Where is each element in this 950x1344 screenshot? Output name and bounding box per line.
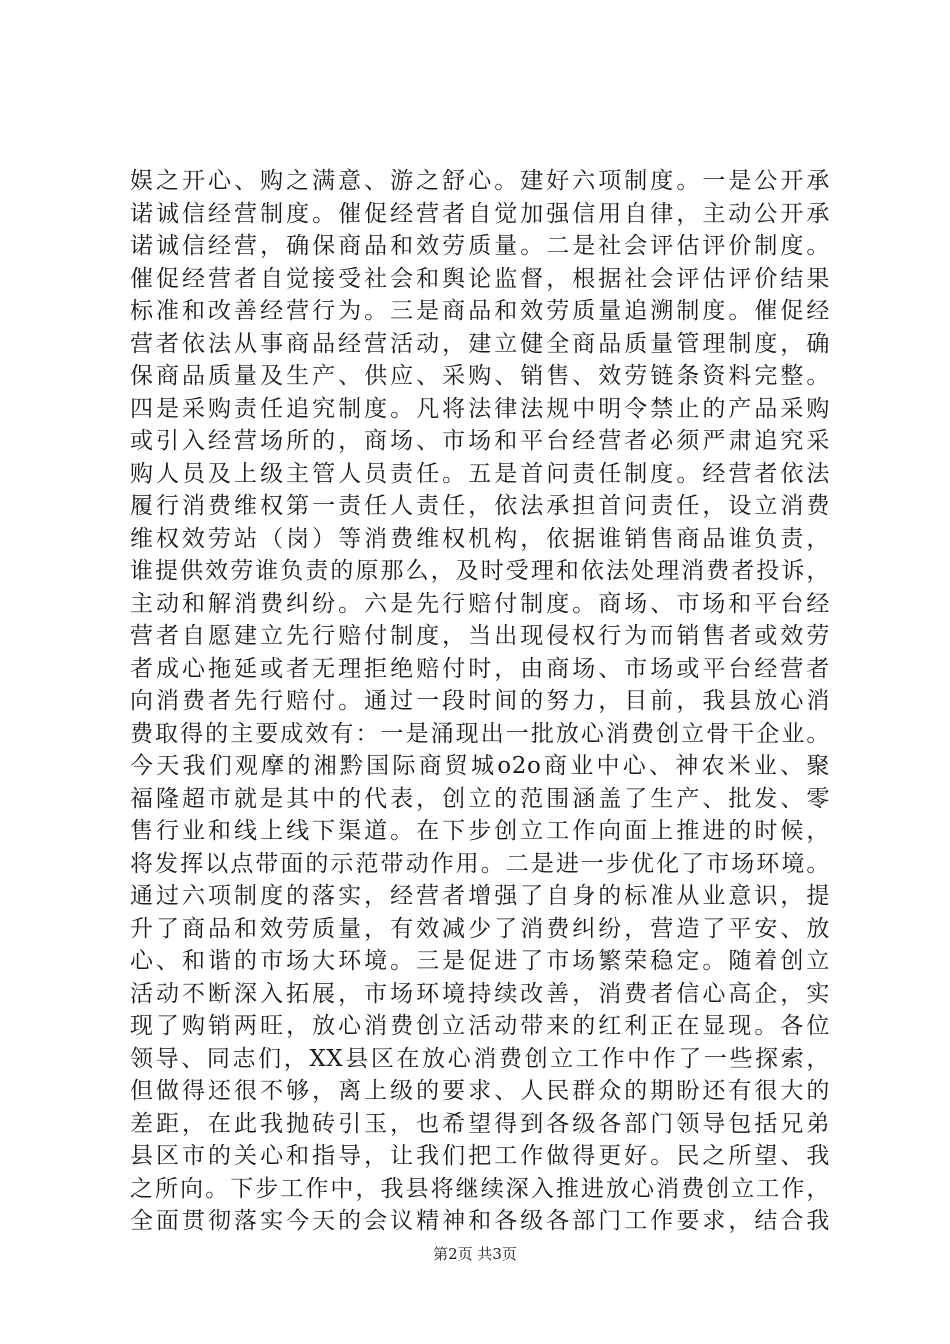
text-line: 保商品质量及生产、供应、采购、销售、效劳链条资料完整。 (130, 363, 830, 389)
text-line: 差距，在此我抛砖引玉，也希望得到各级各部门领导包括兄弟 (130, 1110, 830, 1137)
text-line: 费取得的主要成效有：一是涌现出一批放心消费创立骨干企业。 (130, 720, 830, 747)
text-line: 四是采购责任追究制度。凡将法律法规中明令禁止的产品采购 (130, 395, 830, 422)
text-line: 谁提供效劳谁负责的原那么，及时受理和依法处理消费者投诉， (130, 558, 830, 584)
text-line: 诺诚信经营，确保商品和效劳质量。二是社会评估评价制度。 (130, 233, 830, 259)
text-line: 活动不断深入拓展，市场环境持续改善，消费者信心高企，实 (130, 980, 830, 1007)
text-line: 购人员及上级主管人员责任。五是首问责任制度。经营者依法 (130, 460, 830, 487)
text-line: 之所向。下步工作中，我县将继续深入推进放心消费创立工作， (130, 1175, 830, 1202)
text-line: 升了商品和效劳质量，有效减少了消费纠纷，营造了平安、放 (130, 915, 830, 942)
text-line: 主动和解消费纠纷。六是先行赔付制度。商场、市场和平台经 (130, 590, 830, 617)
text-line: 标准和改善经营行为。三是商品和效劳质量追溯制度。催促经 (130, 298, 830, 324)
text-line: 今天我们观摩的湘黔国际商贸城o2o商业中心、神农米业、聚 (130, 753, 830, 779)
text-line: 履行消费维权第一责任人责任，依法承担首问责任，设立消费 (130, 493, 830, 519)
text-line: 向消费者先行赔付。通过一段时间的努力，目前，我县放心消 (130, 688, 830, 714)
text-line: 催促经营者自觉接受社会和舆论监督，根据社会评估评价结果 (130, 265, 830, 292)
text-line: 心、和谐的市场大环境。三是促进了市场繁荣稳定。随着创立 (130, 948, 830, 974)
text-line: 但做得还很不够，离上级的要求、人民群众的期盼还有很大的 (130, 1078, 830, 1104)
text-line: 县区市的关心和指导，让我们把工作做得更好。民之所望、我 (130, 1143, 830, 1169)
text-line: 现了购销两旺，放心消费创立活动带来的红利正在显现。各位 (130, 1013, 830, 1039)
text-line: 营者依法从事商品经营活动，建立健全商品质量管理制度，确 (130, 330, 830, 357)
text-line: 或引入经营场所的，商场、市场和平台经营者必须严肃追究采 (130, 428, 830, 454)
text-line: 者成心拖延或者无理拒绝赔付时，由商场、市场或平台经营者 (130, 655, 830, 682)
text-line: 营者自愿建立先行赔付制度，当出现侵权行为而销售者或效劳 (130, 623, 830, 649)
text-line: 福隆超市就是其中的代表，创立的范围涵盖了生产、批发、零 (130, 785, 830, 812)
text-line: 售行业和线上线下渠道。在下步创立工作向面上推进的时候， (130, 818, 830, 844)
text-line: 维权效劳站（岗）等消费维权机构，依据谁销售商品谁负责， (130, 525, 830, 552)
text-line: 全面贯彻落实今天的会议精神和各级各部门工作要求，结合我 (130, 1208, 830, 1234)
text-line: 娱之开心、购之满意、游之舒心。建好六项制度。一是公开承 (130, 168, 830, 194)
page-number-label: 第2页 共3页 (433, 1245, 517, 1263)
text-line: 将发挥以点带面的示范带动作用。二是进一步优化了市场环境。 (130, 850, 830, 877)
text-line: 诺诚信经营制度。催促经营者自觉加强信用自律，主动公开承 (130, 200, 830, 227)
page-footer (0, 1244, 950, 1264)
text-line: 领导、同志们，XX县区在放心消费创立工作中作了一些探索， (130, 1045, 830, 1072)
body-text (130, 165, 830, 1238)
text-line: 通过六项制度的落实，经营者增强了自身的标准从业意识，提 (130, 883, 830, 909)
